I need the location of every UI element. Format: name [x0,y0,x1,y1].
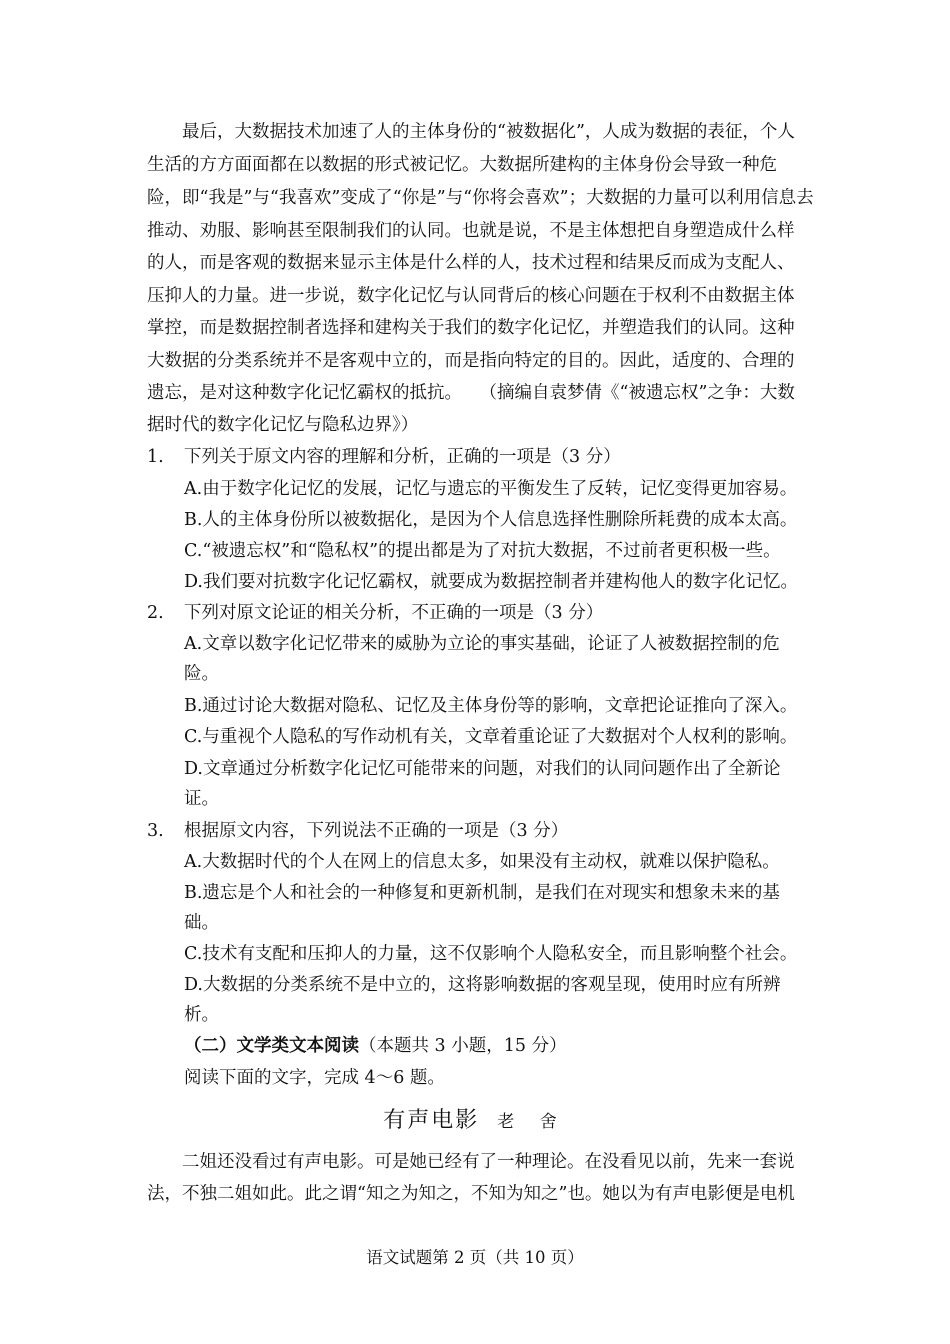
section-instruction: 阅读下面的文字，完成 4～6 题。 [184,1068,445,1088]
story-line: 法，不独二姐如此。此之谓“知之为知之，不知为知之”也。她以为有声电影便是电机 [147,1184,795,1204]
question-3-option-c: C.技术有支配和压抑人的力量，这不仅影响个人隐私安全，而且影响整个社会。 [184,944,798,964]
passage-line: 推动、劝服、影响甚至限制我们的认同。也就是说，不是主体想把自身塑造成什么样 [147,221,795,241]
passage-line: 生活的方方面面都在以数据的形式被记忆。大数据所建构的主体身份会导致一种危 [147,155,777,175]
question-3-number: 3. [147,821,164,841]
question-3-option-b-cont: 础。 [184,913,219,933]
question-1-option-c: C.“被遗忘权”和“隐私权”的提出都是为了对抗大数据，不过前者更积极一些。 [184,541,781,561]
page-footer: 语文试题第 2 页（共 10 页） [366,1248,584,1267]
question-3-option-d: D.大数据的分类系统不是中立的，这将影响数据的客观呈现，使用时应有所辨 [184,975,781,995]
passage-line: 据时代的数字化记忆与隐私边界》） [147,415,419,435]
question-2-option-a-cont: 险。 [184,664,219,684]
question-2-stem: 下列对原文论证的相关分析，不正确的一项是（3 分） [184,603,604,623]
question-3-option-b: B.遗忘是个人和社会的一种修复和更新机制，是我们在对现实和想象未来的基 [184,883,780,903]
question-1-option-d: D.我们要对抗数字化记忆霸权，就要成为数据控制者并建构他人的数字化记忆。 [184,572,798,592]
story-title-block [0,1106,950,1137]
story-title: 有声电影 [383,1108,480,1133]
passage-line: 险，即“我是”与“我喜欢”变成了“你是”与“你将会喜欢”；大数据的力量可以利用信息去 [147,188,814,208]
story-author: 老 舍 [497,1112,567,1132]
question-1-option-a: A.由于数字化记忆的发展，记忆与遗忘的平衡发生了反转，记忆变得更加容易。 [184,479,798,499]
section-heading [184,1034,567,1058]
passage-line: 掌控，而是数据控制者选择和建构关于我们的数字化记忆，并塑造我们的认同。这种 [147,318,795,338]
section-heading-note: （本题共 3 小题，15 分） [359,1036,567,1056]
question-2-option-d-cont: 证。 [184,789,219,809]
question-1-number: 1. [147,447,164,467]
story-line: 二姐还没看过有声电影。可是她已经有了一种理论。在没看见以前，先来一套说 [182,1152,795,1172]
question-3-option-d-cont: 析。 [184,1005,219,1025]
question-1-option-b: B.人的主体身份所以被数据化，是因为个人信息选择性删除所耗费的成本太高。 [184,510,798,530]
question-1-stem: 下列关于原文内容的理解和分析，正确的一项是（3 分） [184,447,621,467]
passage-line: 的人，而是客观的数据来显示主体是什么样的人，技术过程和结果反而成为支配人、 [147,253,795,273]
question-3-stem: 根据原文内容，下列说法不正确的一项是（3 分） [184,821,569,841]
question-2-option-d: D.文章通过分析数字化记忆可能带来的问题，对我们的认同问题作出了全新论 [184,759,781,779]
passage-line: 压抑人的力量。进一步说，数字化记忆与认同背后的核心问题在于权利不由数据主体 [147,286,795,306]
question-3-option-a: A.大数据时代的个人在网上的信息太多，如果没有主动权，就难以保护隐私。 [184,852,780,872]
question-2-option-a: A.文章以数字化记忆带来的威胁为立论的事实基础，论证了人被数据控制的危 [184,634,780,654]
passage-line: 最后，大数据技术加速了人的主体身份的“被数据化”，人成为数据的表征，个人 [182,122,795,142]
section-heading-bold: （二）文学类文本阅读 [184,1036,359,1056]
question-2-option-c: C.与重视个人隐私的写作动机有关，文章着重论证了大数据对个人权利的影响。 [184,727,798,747]
question-2-number: 2. [147,603,164,623]
question-2-option-b: B.通过讨论大数据对隐私、记忆及主体身份等的影响，文章把论证推向了深入。 [184,696,798,716]
passage-line: 大数据的分类系统并不是客观中立的，而是指向特定的目的。因此，适度的、合理的 [147,351,795,371]
passage-line: 遗忘，是对这种数字化记忆霸权的抵抗。 （摘编自袁梦倩《“被遗忘权”之争：大数 [147,383,795,403]
